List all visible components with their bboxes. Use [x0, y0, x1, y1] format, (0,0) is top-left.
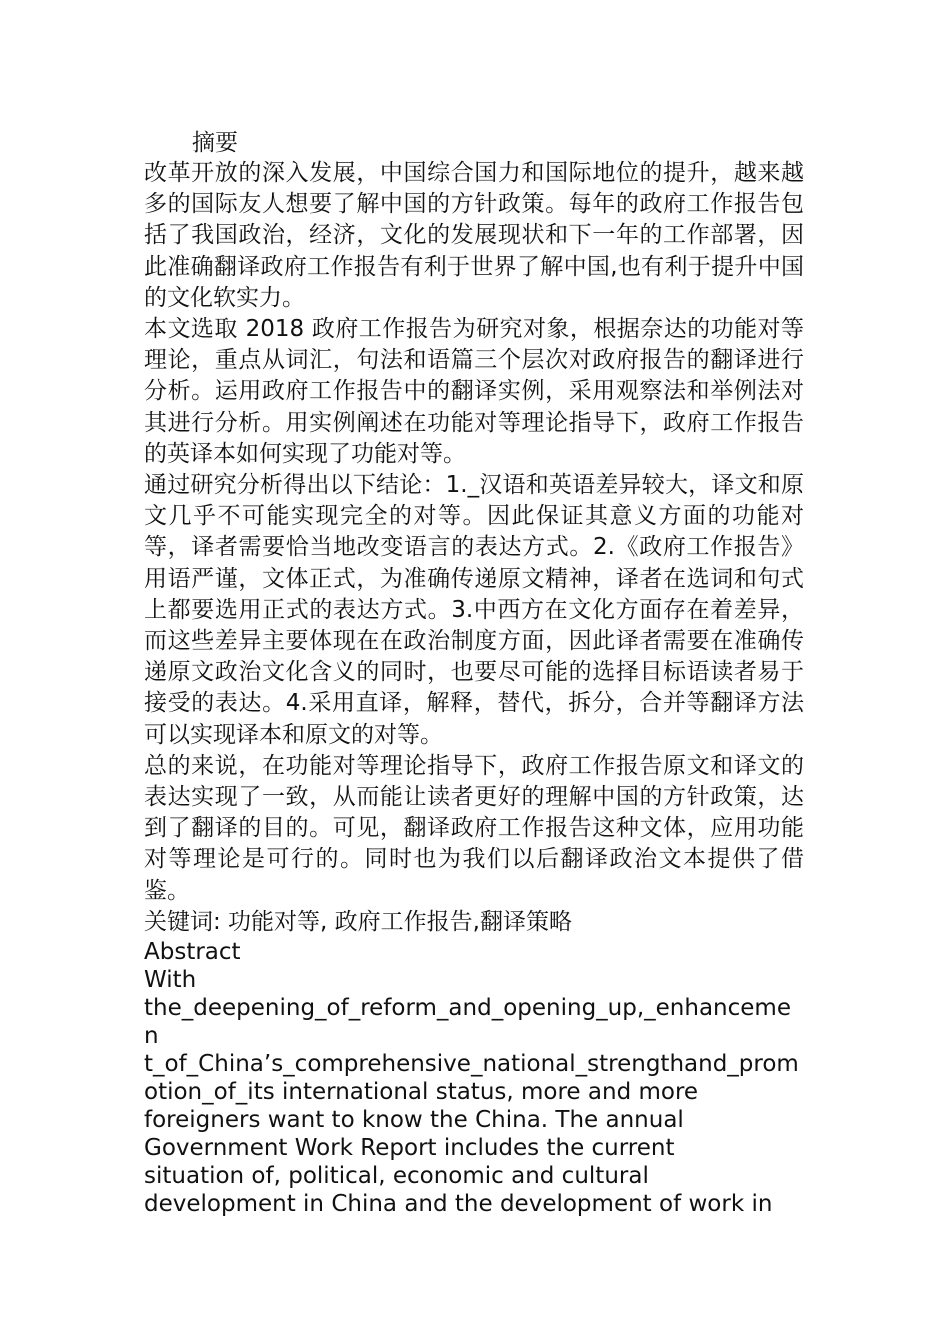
abstract-cn-paragraph-1: 改革开放的深入发展，中国综合国力和国际地位的提升，越来越多的国际友人想要了解中国的方针政策。每年的政府工作报告包括了我国政治，经济，文化的发展现状和下一年的工作部署，因此准确翻译政府工作报告有利于世界了解中国,也有利于提升中国的文化软实力。: [144, 160, 804, 311]
abstract-en-line: otion_of_its international status, more and more: [144, 1078, 699, 1105]
abstract-en-title: Abstract: [144, 938, 241, 965]
abstract-cn-paragraph-3: 通过研究分析得出以下结论：1._汉语和英语差异较大，译文和原文几乎不可能实现完全的对等。因此保证其意义方面的功能对等，译者需要恰当地改变语言的表达方式。2.《政府工作报告》用语严谨，文体正式，为准确传递原文精神，译者在选词和句式上都要选用正式的表达方式。3.中西方在文化方面存在着差异，而这些差异主要体现在在政治制度方面，因此译者需要在准确传递原文政治文化含义的同时，也要尽可能的选择目标语读者易于接受的表达。4.采用直译，解释，替代，拆分，合并等翻译方法可以实现译本和原文的对等。: [144, 472, 804, 748]
abstract-en-body: [144, 966, 804, 1218]
abstract-content: [144, 128, 804, 1218]
abstract-en-line: foreigners want to know the China. The annual: [144, 1106, 684, 1133]
abstract-cn-title: 摘要: [192, 130, 238, 156]
abstract-en-line: situation of, political, economic and cultural: [144, 1162, 649, 1189]
keywords-line: 关键词: 功能对等, 政府工作报告,翻译策略: [144, 908, 572, 935]
abstract-en-line: Government Work Report includes the current: [144, 1134, 675, 1161]
abstract-en-line: t_of_China’s_comprehensive_national_strengthand_prom: [144, 1050, 799, 1077]
abstract-en-line: development in China and the development of work in: [144, 1190, 773, 1217]
abstract-en-line: the_deepening_of_reform_and_opening_up,_enhancemen: [144, 994, 791, 1049]
abstract-cn-paragraph-4: 总的来说，在功能对等理论指导下，政府工作报告原文和译文的表达实现了一致，从而能让读者更好的理解中国的方针政策，达到了翻译的目的。可见，翻译政府工作报告这种文体，应用功能对等理论是可行的。同时也为我们以后翻译政治文本提供了借鉴。: [144, 752, 804, 904]
abstract-cn-paragraph-2: 本文选取 2018 政府工作报告为研究对象，根据奈达的功能对等理论，重点从词汇，句法和语篇三个层次对政府报告的翻译进行分析。运用政府工作报告中的翻译实例，采用观察法和举例法对其进行分析。用实例阐述在功能对等理论指导下，政府工作报告的英译本如何实现了功能对等。: [144, 316, 804, 467]
abstract-en-line: With: [144, 966, 197, 993]
